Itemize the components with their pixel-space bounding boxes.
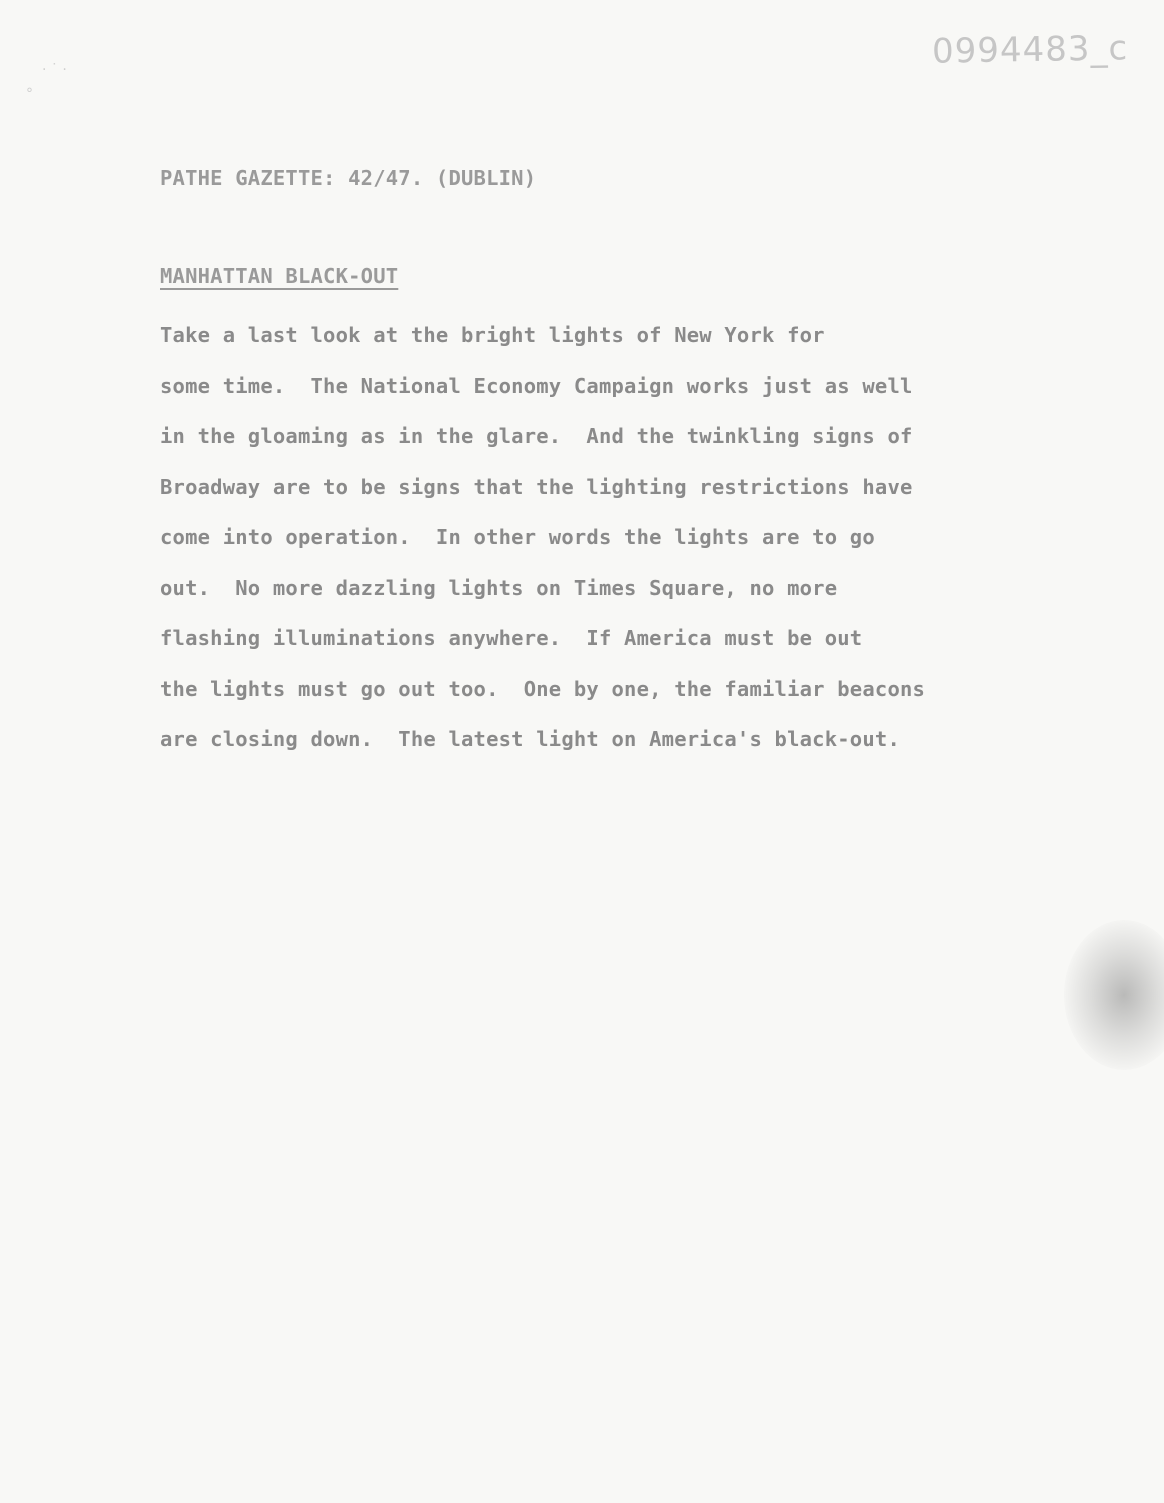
story-title: MANHATTAN BLACK-OUT: [160, 264, 399, 288]
body-line: some time. The National Economy Campaign works just as well: [160, 373, 913, 398]
paper-smudge: [1064, 920, 1164, 1070]
body-line: are closing down. The latest light on America's black-out.: [160, 727, 900, 751]
body-line: out. No more dazzling lights on Times Square, no more: [160, 575, 838, 600]
body-line: in the gloaming as in the glare. And the twinkling signs of: [160, 424, 913, 448]
document-header: PATHE GAZETTE: 42/47. (DUBLIN): [160, 166, 537, 190]
body-line: flashing illuminations anywhere. If America must be out: [160, 626, 863, 650]
story-body: [160, 320, 1120, 775]
body-line: Take a last look at the bright lights of New York for: [160, 323, 825, 347]
body-line: the lights must go out too. One by one, the familiar beacons: [160, 676, 926, 701]
paper-speck: · ˙ ·: [42, 62, 67, 78]
body-line: Broadway are to be signs that the lighting restrictions have: [160, 474, 913, 499]
paper-speck: °: [26, 86, 33, 102]
handwritten-reference-number: 0994483_c: [931, 28, 1129, 72]
body-line: come into operation. In other words the lights are to go: [160, 525, 875, 549]
